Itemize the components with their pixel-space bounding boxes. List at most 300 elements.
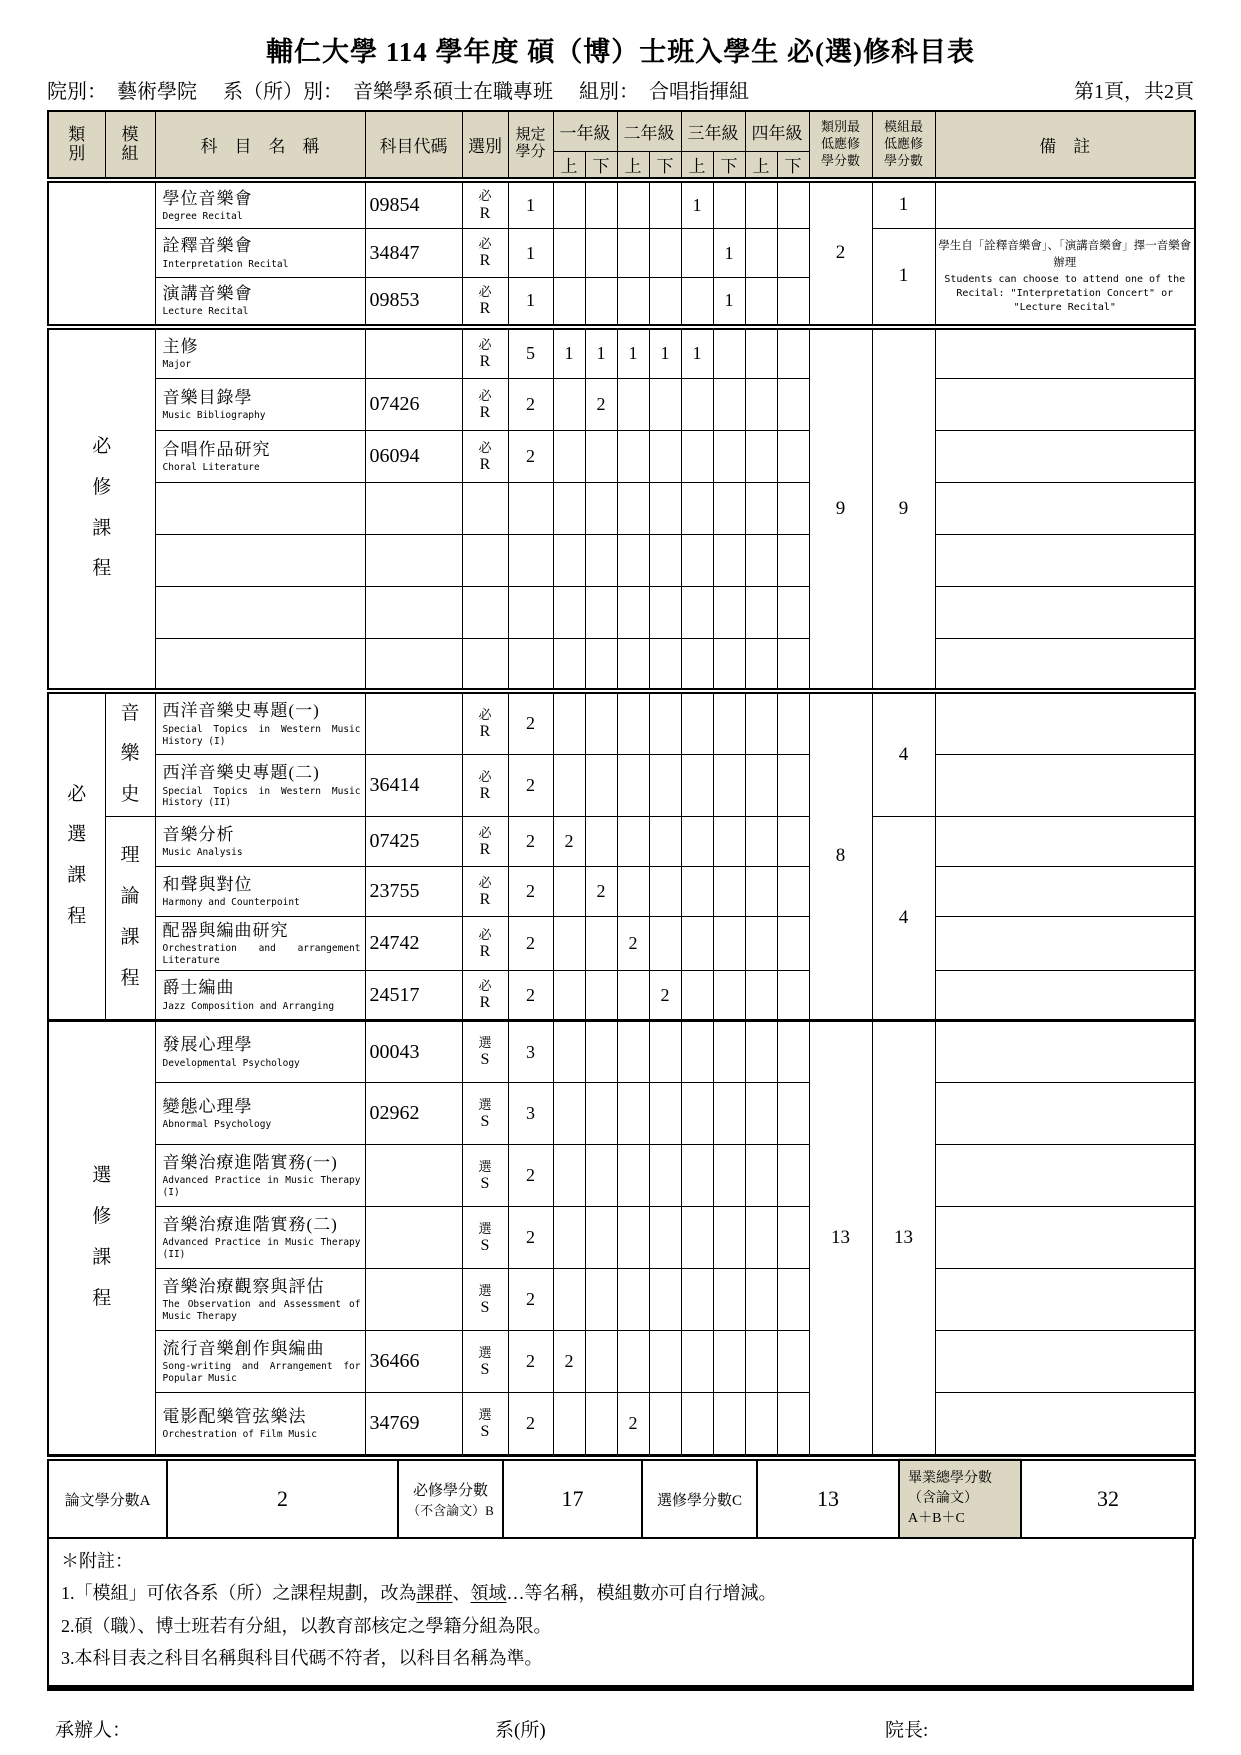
sem-credit: [553, 1269, 585, 1331]
remark-cell: [935, 639, 1195, 691]
sem-credit: [617, 867, 649, 917]
course-name-zh: 音樂治療進階實務(一): [162, 1153, 338, 1173]
sem-credit: [777, 180, 809, 229]
course-name-cell: [155, 278, 365, 327]
header-sem-upper: 上: [681, 151, 713, 180]
course-name-en: Abnormal Psychology: [162, 1119, 272, 1131]
category-min-credits: 8: [809, 691, 872, 1021]
sem-credit: [649, 917, 681, 971]
category-cell: [48, 691, 105, 1021]
table-row: [48, 867, 1195, 917]
remark-cell: [935, 1145, 1195, 1207]
thesis-credits-label: 論文學分數A: [48, 1458, 167, 1538]
credits-required: 1: [508, 278, 553, 327]
credits-required: 2: [508, 379, 553, 431]
sem-credit: [553, 180, 585, 229]
remark-cell: [935, 1331, 1195, 1393]
course-name-cell: [155, 1393, 365, 1455]
course-name-zh: 主修: [162, 337, 199, 357]
course-name-en: Developmental Psychology: [162, 1057, 300, 1069]
sem-credit: [585, 639, 617, 691]
header-sem-lower: 下: [585, 151, 617, 180]
header-category: 類別: [48, 111, 105, 180]
sem-credit: [553, 1207, 585, 1269]
credits-required: 2: [508, 1269, 553, 1331]
sem-credit: [777, 278, 809, 327]
course-code: [365, 691, 462, 755]
college-label: 院別：: [47, 81, 107, 103]
header-course-code: 科目代碼: [365, 111, 462, 180]
sem-credit: [553, 1145, 585, 1207]
credits-required: 2: [508, 817, 553, 867]
sem-credit: [713, 587, 745, 639]
course-code: [365, 535, 462, 587]
remark-cell: [935, 755, 1195, 817]
group-label: 組別：: [579, 81, 639, 103]
course-type: 選 S: [462, 1331, 508, 1393]
course-code: 24742: [365, 917, 462, 971]
course-name-cell: [155, 379, 365, 431]
course-type: 必 R: [462, 278, 508, 327]
sem-credit: [585, 1207, 617, 1269]
sem-credit: [745, 535, 777, 587]
table-row: [48, 917, 1195, 971]
credit-summary-row: [47, 1455, 1196, 1539]
course-name-zh: 音樂治療進階實務(二): [162, 1215, 338, 1235]
course-name-en: Advanced Practice in Music Therapy (I): [162, 1175, 361, 1199]
course-name-zh: 音樂目錄學: [162, 387, 253, 407]
table-row: [48, 587, 1195, 639]
sem-credit: [745, 1207, 777, 1269]
table-row: [48, 817, 1195, 867]
group-value: 合唱指揮組: [649, 81, 749, 103]
remark-cell: [935, 379, 1195, 431]
sem-credit: [617, 483, 649, 535]
sem-credit: [681, 917, 713, 971]
sem-credit: [649, 755, 681, 817]
meta-info: [47, 75, 775, 104]
course-name-cell: [155, 587, 365, 639]
note-3: 3.本科目表之科目名稱與科目代碼不符者，以科目名稱為準。: [61, 1648, 543, 1669]
sem-credit: [777, 1207, 809, 1269]
course-code: [365, 639, 462, 691]
course-name-cell: [155, 867, 365, 917]
dept-value: 音樂學系碩士在職專班: [353, 81, 553, 103]
course-name-en: Song-writing and Arrangement for Popular Music: [162, 1361, 361, 1385]
sem-credit: [713, 1331, 745, 1393]
course-name-cell: [155, 1021, 365, 1083]
sem-credit: [553, 971, 585, 1021]
course-type: [462, 639, 508, 691]
course-name-zh: 詮釋音樂會: [162, 236, 253, 256]
module-min-credits: 9: [872, 327, 935, 691]
sem-credit: [777, 431, 809, 483]
course-name-en: Lecture Recital: [162, 306, 249, 318]
course-type: 選 S: [462, 1393, 508, 1455]
remark-cell: [935, 229, 1195, 327]
course-type: 選 S: [462, 1021, 508, 1083]
remark-cell: [935, 971, 1195, 1021]
course-code: 07425: [365, 817, 462, 867]
course-name-zh: 音樂分析: [162, 824, 235, 844]
sem-credit: [617, 1021, 649, 1083]
credits-required: 2: [508, 691, 553, 755]
course-name-en: Special Topics in Western Music History (I): [162, 723, 361, 747]
sem-credit: [553, 1393, 585, 1455]
course-code: 34769: [365, 1393, 462, 1455]
course-name-en: Harmony and Counterpoint: [162, 897, 300, 909]
course-code: 06094: [365, 431, 462, 483]
sem-credit: 2: [585, 867, 617, 917]
sem-credit: [649, 639, 681, 691]
table-row: [48, 483, 1195, 535]
sem-credit: [617, 971, 649, 1021]
table-row: [48, 379, 1195, 431]
credits-required: 1: [508, 229, 553, 278]
sem-credit: [745, 1145, 777, 1207]
sem-credit: [713, 180, 745, 229]
sem-credit: [553, 379, 585, 431]
thesis-credits-value: 2: [167, 1458, 398, 1538]
sem-credit: 2: [585, 379, 617, 431]
credits-required: [508, 587, 553, 639]
sem-credit: [713, 917, 745, 971]
course-name-zh: 西洋音樂史專題(一): [162, 701, 320, 721]
sem-credit: [585, 483, 617, 535]
course-type: 選 S: [462, 1083, 508, 1145]
remark-cell: [935, 1393, 1195, 1455]
sem-credit: [553, 278, 585, 327]
course-name-cell: [155, 1331, 365, 1393]
course-code: 24517: [365, 971, 462, 1021]
course-name-cell: [155, 917, 365, 971]
table-row: [48, 639, 1195, 691]
credits-required: 5: [508, 327, 553, 379]
sem-credit: [649, 1145, 681, 1207]
sem-credit: 2: [617, 1393, 649, 1455]
department-signature-label: 系(所): [495, 1719, 546, 1741]
sem-credit: [553, 535, 585, 587]
course-name-en: Orchestration and arrangement Literature: [162, 943, 361, 967]
course-code: 02962: [365, 1083, 462, 1145]
sem-credit: [777, 817, 809, 867]
sem-credit: [585, 1393, 617, 1455]
sem-credit: [681, 1393, 713, 1455]
course-type: 必 R: [462, 229, 508, 278]
course-type: 必 R: [462, 379, 508, 431]
course-name-zh: 和聲與對位: [162, 874, 253, 894]
sem-credit: [649, 1021, 681, 1083]
sem-credit: 1: [649, 327, 681, 379]
sem-credit: [745, 587, 777, 639]
elective-credits-value: 13: [757, 1458, 899, 1538]
header-module: 模組: [105, 111, 155, 180]
course-name-cell: [155, 1145, 365, 1207]
sem-credit: [681, 1145, 713, 1207]
sem-credit: [777, 1083, 809, 1145]
course-type: 選 S: [462, 1269, 508, 1331]
course-code: [365, 1145, 462, 1207]
sem-credit: [617, 379, 649, 431]
header-year-1: 一年級: [553, 111, 617, 151]
sem-credit: [745, 817, 777, 867]
remark-cell: [935, 483, 1195, 535]
sem-credit: [745, 1269, 777, 1331]
header-course-name: 科 目 名 稱: [155, 111, 365, 180]
module-min-credits: 13: [872, 1021, 935, 1455]
sem-credit: 1: [681, 180, 713, 229]
sem-credit: [617, 691, 649, 755]
sem-credit: [553, 755, 585, 817]
sem-credit: [713, 327, 745, 379]
sem-credit: [649, 817, 681, 867]
required-credits-label: 必修學分數 （不含論文）B: [398, 1458, 503, 1538]
sem-credit: [713, 1269, 745, 1331]
sem-credit: [617, 229, 649, 278]
sem-credit: [681, 1083, 713, 1145]
sem-credit: [649, 431, 681, 483]
sem-credit: [777, 379, 809, 431]
sem-credit: [585, 229, 617, 278]
sem-credit: [585, 971, 617, 1021]
course-type: [462, 587, 508, 639]
meta-line: [47, 75, 1194, 104]
sem-credit: [777, 691, 809, 755]
credits-required: 2: [508, 1145, 553, 1207]
sem-credit: [745, 917, 777, 971]
total-credits-label: 畢業總學分數 （含論文） A＋B＋C: [899, 1458, 1021, 1538]
course-name-zh: 音樂治療觀察與評估: [162, 1277, 325, 1297]
category-cell: [48, 327, 155, 691]
course-name-en: Orchestration of Film Music: [162, 1429, 317, 1441]
module-label: 理論課程: [120, 845, 140, 989]
course-code: 36466: [365, 1331, 462, 1393]
sem-credit: [777, 917, 809, 971]
sem-credit: [745, 431, 777, 483]
sem-credit: [553, 1021, 585, 1083]
course-name-cell: [155, 431, 365, 483]
sem-credit: 1: [617, 327, 649, 379]
sem-credit: [553, 917, 585, 971]
module-label: 音樂史: [120, 702, 140, 806]
sem-credit: [777, 1021, 809, 1083]
table-row: [48, 691, 1195, 755]
course-type: 選 S: [462, 1207, 508, 1269]
credits-required: 2: [508, 1393, 553, 1455]
credits-required: [508, 483, 553, 535]
table-row: [48, 1083, 1195, 1145]
sem-credit: [777, 229, 809, 278]
course-name-cell: [155, 817, 365, 867]
sem-credit: [745, 229, 777, 278]
sem-credit: [713, 1021, 745, 1083]
credits-required: [508, 639, 553, 691]
sem-credit: 2: [649, 971, 681, 1021]
sem-credit: [681, 483, 713, 535]
header-sem-lower: 下: [649, 151, 681, 180]
sem-credit: [649, 1393, 681, 1455]
sem-credit: [777, 1331, 809, 1393]
sem-credit: [681, 229, 713, 278]
course-name-cell: [155, 755, 365, 817]
sem-credit: [681, 971, 713, 1021]
sem-credit: 1: [681, 327, 713, 379]
table-row: [48, 180, 1195, 229]
sem-credit: [649, 535, 681, 587]
sem-credit: [553, 483, 585, 535]
sem-credit: [585, 755, 617, 817]
course-code: 09853: [365, 278, 462, 327]
sem-credit: [681, 278, 713, 327]
handler-signature-label: 承辦人：: [55, 1719, 132, 1741]
course-name-zh: 變態心理學: [162, 1096, 253, 1116]
table-row: [48, 327, 1195, 379]
dean-signature-label: 院長:: [885, 1719, 929, 1741]
table-row: [48, 229, 1195, 278]
sem-credit: [553, 587, 585, 639]
category-cell: [48, 180, 155, 327]
sem-credit: [777, 1269, 809, 1331]
sem-credit: [745, 278, 777, 327]
course-name-cell: [155, 483, 365, 535]
sem-credit: 1: [713, 278, 745, 327]
course-code: [365, 483, 462, 535]
sem-credit: [617, 817, 649, 867]
sem-credit: [745, 971, 777, 1021]
sem-credit: [585, 278, 617, 327]
college-value: 藝術學院: [117, 81, 197, 103]
sem-credit: [585, 180, 617, 229]
sem-credit: [649, 278, 681, 327]
course-type: 必 R: [462, 817, 508, 867]
header-required-credits: 規定學分: [508, 111, 553, 180]
header-year-2: 二年級: [617, 111, 681, 151]
remark-cell: [935, 431, 1195, 483]
credits-required: 2: [508, 431, 553, 483]
header-year-4: 四年級: [745, 111, 809, 151]
sem-credit: 1: [713, 229, 745, 278]
course-code: 09854: [365, 180, 462, 229]
course-code: 07426: [365, 379, 462, 431]
sem-credit: [585, 587, 617, 639]
sem-credit: [681, 1331, 713, 1393]
sem-credit: [713, 483, 745, 535]
header-sem-upper: 上: [745, 151, 777, 180]
header-module-min: 模組最低應修學分數: [872, 111, 935, 180]
credits-required: 1: [508, 180, 553, 229]
credits-required: 3: [508, 1021, 553, 1083]
dept-label: 系（所）別：: [223, 81, 343, 103]
sem-credit: [617, 431, 649, 483]
credits-required: 2: [508, 1207, 553, 1269]
sem-credit: [777, 1393, 809, 1455]
sem-credit: 1: [553, 327, 585, 379]
header-sem-upper: 上: [553, 151, 585, 180]
course-name-zh: 發展心理學: [162, 1035, 253, 1055]
course-name-cell: [155, 971, 365, 1021]
sem-credit: [745, 180, 777, 229]
category-min-credits: 2: [809, 180, 872, 327]
course-name-zh: 學位音樂會: [162, 188, 253, 208]
course-name-en: Interpretation Recital: [162, 258, 289, 270]
header-sem-lower: 下: [777, 151, 809, 180]
sem-credit: [777, 327, 809, 379]
course-type: 必 R: [462, 691, 508, 755]
table-row: [48, 755, 1195, 817]
course-name-en: Music Analysis: [162, 847, 243, 859]
table-row: [48, 431, 1195, 483]
course-name-cell: [155, 180, 365, 229]
course-code: [365, 587, 462, 639]
credits-required: 2: [508, 755, 553, 817]
course-type: [462, 483, 508, 535]
sem-credit: [617, 587, 649, 639]
table-row: [48, 1145, 1195, 1207]
sem-credit: [713, 535, 745, 587]
header-sem-lower: 下: [713, 151, 745, 180]
course-name-en: Jazz Composition and Arranging: [162, 1000, 335, 1012]
sem-credit: [617, 535, 649, 587]
remark-cell: [935, 867, 1195, 917]
remark-cell: [935, 691, 1195, 755]
sem-credit: [681, 431, 713, 483]
sem-credit: [681, 379, 713, 431]
sem-credit: [777, 535, 809, 587]
sem-credit: [745, 379, 777, 431]
credits-required: 2: [508, 1331, 553, 1393]
sem-credit: [777, 483, 809, 535]
sem-credit: [649, 483, 681, 535]
sem-credit: [745, 639, 777, 691]
remark-cell: [935, 180, 1195, 229]
category-label: 必修課程: [92, 435, 112, 580]
sem-credit: [713, 971, 745, 1021]
table-row: [48, 1331, 1195, 1393]
remark-en: Students can choose to attend one of the Recital: "Interpretation Concert" or "Lecture Recital": [944, 273, 1186, 313]
course-name-en: Advanced Practice in Music Therapy (II): [162, 1237, 361, 1261]
sem-credit: [681, 1021, 713, 1083]
course-name-zh: 西洋音樂史專題(二): [162, 763, 320, 783]
sem-credit: [585, 1083, 617, 1145]
sem-credit: 2: [553, 1331, 585, 1393]
sem-credit: [649, 180, 681, 229]
remark-cell: [935, 817, 1195, 867]
module-min-credits: 1: [872, 180, 935, 229]
course-name-zh: 演講音樂會: [162, 284, 253, 304]
sem-credit: [553, 639, 585, 691]
sem-credit: [553, 691, 585, 755]
course-code: [365, 327, 462, 379]
module-min-credits: 4: [872, 691, 935, 817]
sem-credit: [585, 1269, 617, 1331]
sem-credit: [617, 1269, 649, 1331]
sem-credit: [617, 1331, 649, 1393]
course-type: [462, 535, 508, 587]
header-year-3: 三年級: [681, 111, 745, 151]
sem-credit: [713, 1393, 745, 1455]
sem-credit: [649, 867, 681, 917]
course-name-cell: [155, 535, 365, 587]
course-code: [365, 1269, 462, 1331]
sem-credit: [585, 535, 617, 587]
course-name-cell: [155, 1269, 365, 1331]
sem-credit: [713, 755, 745, 817]
remark-cell: [935, 1269, 1195, 1331]
sem-credit: [649, 1331, 681, 1393]
course-type: 必 R: [462, 431, 508, 483]
course-name-cell: [155, 691, 365, 755]
course-type: 必 R: [462, 971, 508, 1021]
